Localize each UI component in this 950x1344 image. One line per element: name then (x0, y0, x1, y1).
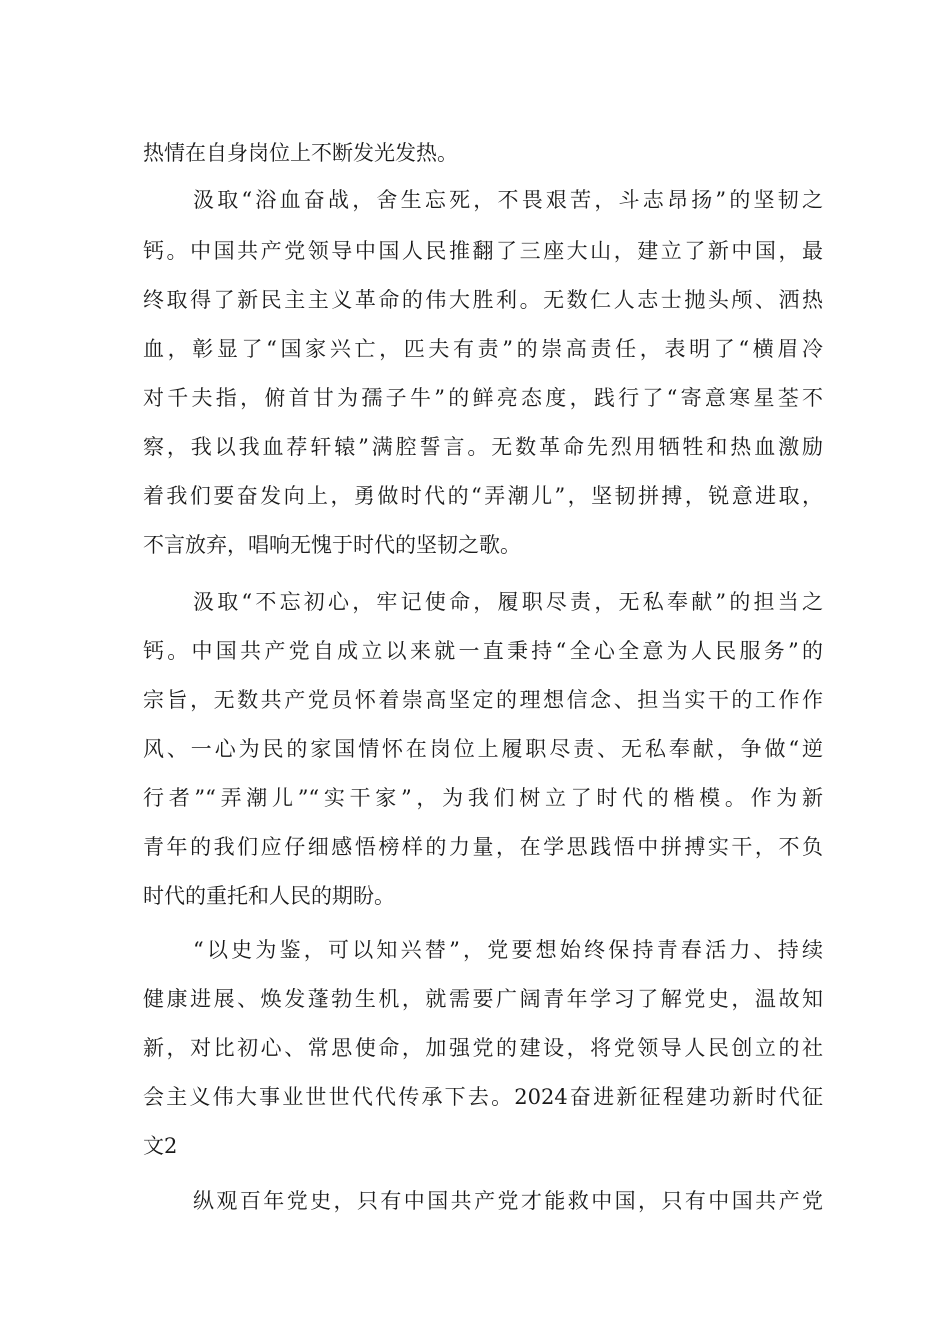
text-line: 时代的重托和人民的期盼。 (143, 884, 395, 908)
text-line: 风、一心为民的家国情怀在岗位上履职尽责、无私奉献，争做“逆 (143, 737, 823, 761)
text-line: 文2 (143, 1134, 178, 1158)
text-line: 热情在自身岗位上不断发光发热。 (143, 141, 458, 165)
text-line: 察，我以我血荐轩辕”满腔誓言。无数革命先烈用牺牲和热血激励 (143, 435, 823, 459)
text-line: 汲取“浴血奋战，舍生忘死，不畏艰苦，斗志昂扬”的坚韧之 (193, 188, 823, 212)
text-line: 纵观百年党史，只有中国共产党才能救中国，只有中国共产党 (193, 1189, 823, 1213)
text-line: 宗旨，无数共产党员怀着崇高坚定的理想信念、担当实干的工作作 (143, 688, 823, 712)
text-line: 钙。中国共产党自成立以来就一直秉持“全心全意为人民服务”的 (143, 639, 823, 663)
text-line: 血，彰显了“国家兴亡，匹夫有责”的崇高责任，表明了“横眉冷 (143, 337, 823, 361)
text-line: 健康进展、焕发蓬勃生机，就需要广阔青年学习了解党史，温故知 (143, 987, 823, 1011)
text-line: 对千夫指，俯首甘为孺子牛”的鲜亮态度，践行了“寄意寒星荃不 (143, 386, 823, 410)
text-line: 行者”“弄潮儿”“实干家”，为我们树立了时代的楷模。作为新 (143, 786, 823, 810)
text-line: 着我们要奋发向上，勇做时代的“弄潮儿”，坚韧拼搏，锐意进取， (143, 484, 823, 508)
text-line: 不言放弃，唱响无愧于时代的坚韧之歌。 (143, 533, 521, 557)
text-line: “以史为鉴，可以知兴替”，党要想始终保持青春活力、持续 (193, 938, 823, 962)
text-line: 钙。中国共产党领导中国人民推翻了三座大山，建立了新中国，最 (143, 239, 823, 263)
text-line: 会主义伟大事业世世代代传承下去。2024奋进新征程建功新时代征 (143, 1085, 823, 1109)
text-line: 青年的我们应仔细感悟榜样的力量，在学思践悟中拼搏实干，不负 (143, 835, 823, 859)
text-line: 汲取“不忘初心，牢记使命，履职尽责，无私奉献”的担当之 (193, 590, 823, 614)
text-line: 终取得了新民主主义革命的伟大胜利。无数仁人志士抛头颅、洒热 (143, 288, 823, 312)
text-line: 新，对比初心、常思使命，加强党的建设，将党领导人民创立的社 (143, 1036, 823, 1060)
